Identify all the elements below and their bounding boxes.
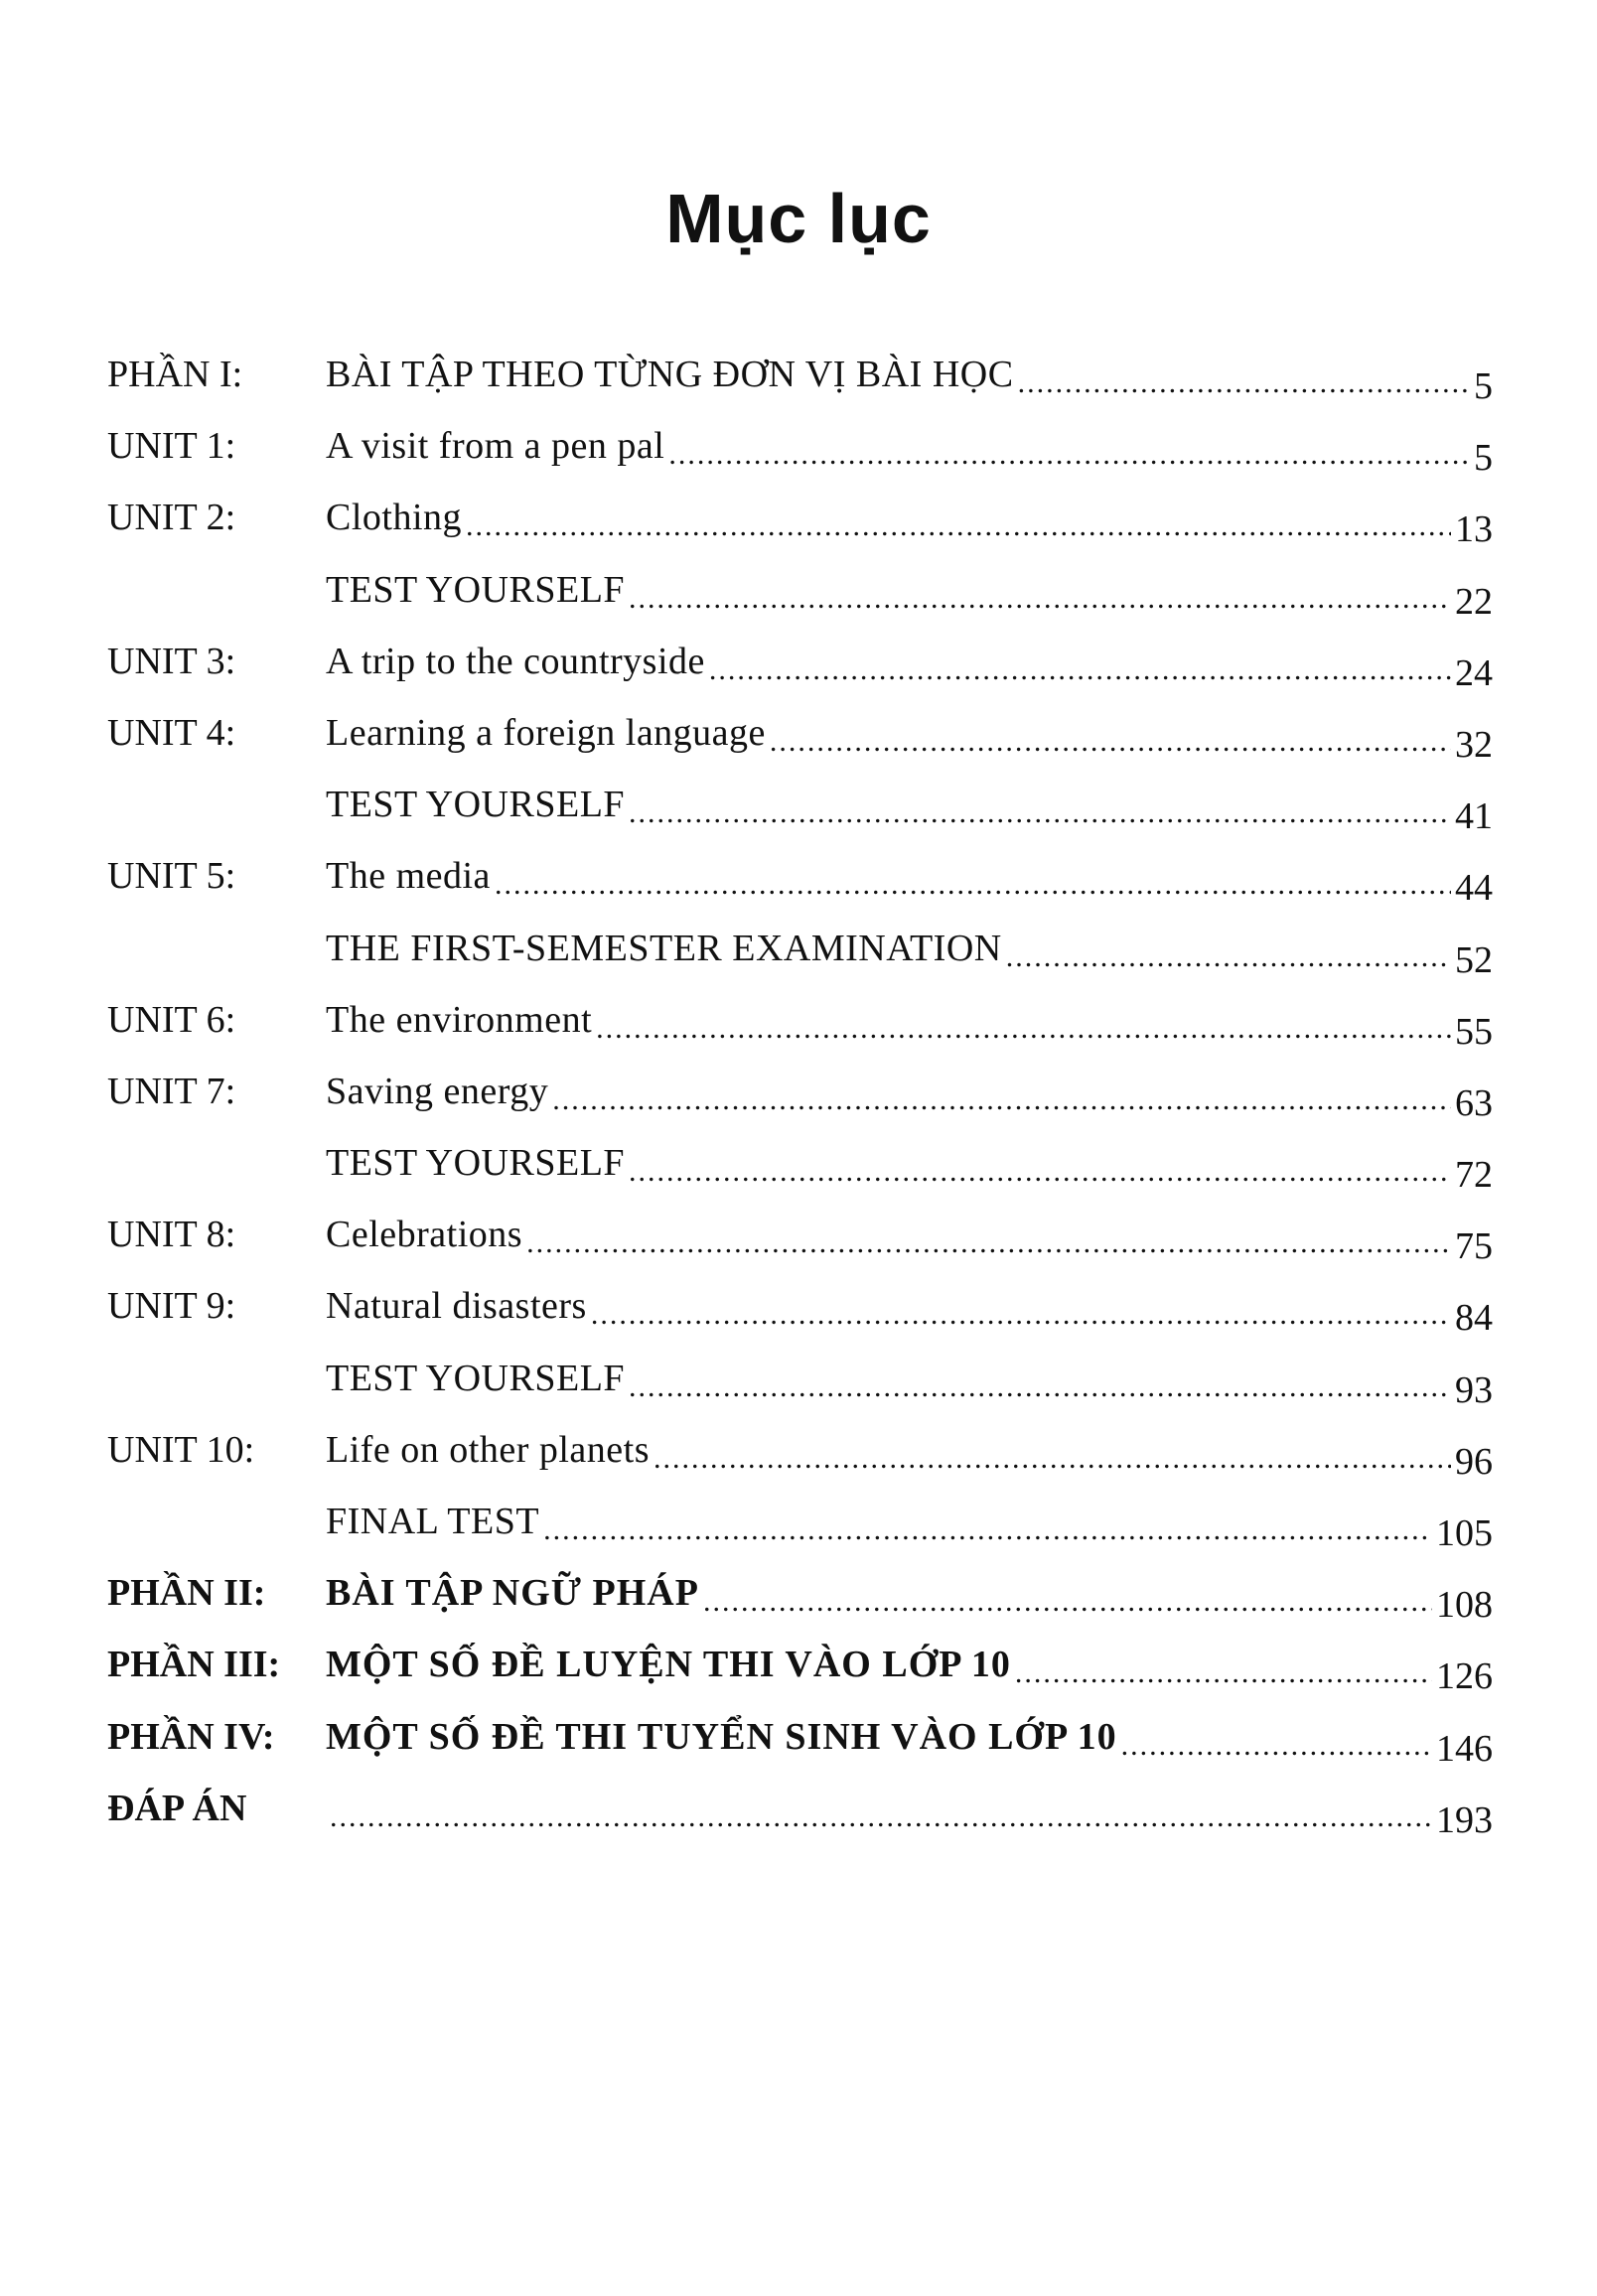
- toc-row-page-number: 52: [1455, 938, 1493, 981]
- toc-row-title: Clothing: [326, 497, 463, 539]
- toc-row-title: Natural disasters: [326, 1285, 587, 1328]
- toc-row-title: TEST YOURSELF: [326, 784, 626, 826]
- toc-row-page-number: 108: [1436, 1584, 1493, 1627]
- toc-row-label: UNIT 2:: [107, 497, 236, 539]
- toc-row-entry: [326, 924, 1493, 981]
- dot-leader: [591, 1290, 1451, 1340]
- toc-row-label: ĐÁP ÁN: [107, 1787, 247, 1829]
- toc-row-label: UNIT 9:: [107, 1285, 236, 1328]
- dot-leader: [495, 860, 1451, 910]
- toc-row: [107, 851, 1493, 923]
- toc-row: [107, 1712, 1493, 1784]
- toc-row-label: UNIT 8:: [107, 1214, 236, 1256]
- dot-leader: [703, 1577, 1432, 1627]
- toc-row-entry: [326, 1281, 1493, 1340]
- dot-leader: [543, 1506, 1432, 1555]
- toc-row-title: Saving energy: [326, 1070, 549, 1112]
- toc-row-title: MỘT SỐ ĐỀ THI TUYỂN SINH VÀO LỚP 10: [326, 1715, 1117, 1758]
- toc-row: [107, 350, 1493, 421]
- toc-row: [107, 1568, 1493, 1640]
- dot-leader: [330, 1793, 1432, 1842]
- toc-row-label: UNIT 4:: [107, 711, 236, 754]
- toc-row-entry: [326, 1067, 1493, 1124]
- toc-row-entry: [326, 421, 1493, 480]
- toc-row-label: UNIT 1:: [107, 425, 236, 468]
- page-title: Mục lục: [665, 180, 932, 257]
- toc-row: [107, 421, 1493, 493]
- dot-leader: [596, 1004, 1451, 1054]
- toc-row-page-number: 75: [1455, 1225, 1493, 1268]
- toc-row-title: BÀI TẬP NGỮ PHÁP: [326, 1572, 699, 1615]
- toc-row-entry: [326, 1354, 1493, 1411]
- toc-row-page-number: 55: [1455, 1010, 1493, 1053]
- toc-row-title: Life on other planets: [326, 1428, 651, 1471]
- toc-row-entry: [326, 1640, 1493, 1698]
- dot-leader: [629, 574, 1451, 624]
- toc-row: [107, 1497, 1493, 1568]
- toc-row-title: The media: [326, 855, 491, 898]
- toc-row-entry: [326, 637, 1493, 694]
- toc-row-entry: [326, 350, 1493, 407]
- toc-row-title: FINAL TEST: [326, 1501, 540, 1542]
- toc-row-page-number: 24: [1455, 651, 1493, 694]
- toc-row-title: A trip to the countryside: [326, 640, 705, 682]
- dot-leader: [653, 1434, 1451, 1484]
- toc-row-page-number: 32: [1455, 723, 1493, 766]
- toc-row-title: A visit from a pen pal: [326, 425, 665, 468]
- toc-row: [107, 1210, 1493, 1281]
- dot-leader: [1121, 1721, 1432, 1771]
- toc-row-entry: [326, 565, 1493, 623]
- toc-row-label: PHẦN II:: [107, 1572, 266, 1615]
- dot-leader: [629, 1147, 1451, 1197]
- toc-row: [107, 780, 1493, 851]
- toc-row: [107, 1784, 1493, 1855]
- toc-row: [107, 708, 1493, 780]
- toc-row: [107, 1281, 1493, 1353]
- toc-row-title: THE FIRST-SEMESTER EXAMINATION: [326, 927, 1002, 969]
- dot-leader: [709, 646, 1451, 695]
- toc-row-page-number: 126: [1436, 1655, 1493, 1698]
- toc-row: [107, 565, 1493, 637]
- toc-row: [107, 1354, 1493, 1425]
- toc-row-page-number: 5: [1474, 437, 1493, 480]
- toc-row-page-number: 93: [1455, 1368, 1493, 1411]
- toc-row-page-number: 13: [1455, 508, 1493, 551]
- toc-row-entry: [326, 708, 1493, 766]
- toc-row-title: BÀI TẬP THEO TỪNG ĐƠN VỊ BÀI HỌC: [326, 354, 1014, 395]
- toc-row: [107, 1138, 1493, 1210]
- toc-row-entry: [326, 493, 1493, 551]
- toc-row-label: PHẦN III:: [107, 1644, 281, 1686]
- toc-row-page-number: 105: [1436, 1512, 1493, 1554]
- toc-row: [107, 995, 1493, 1067]
- toc-row: [107, 1640, 1493, 1711]
- toc-row-title: Learning a foreign language: [326, 711, 766, 754]
- toc-row-entry: [326, 1425, 1493, 1483]
- toc-row-page-number: 146: [1436, 1727, 1493, 1770]
- dot-leader: [1018, 359, 1470, 408]
- toc-row-page-number: 44: [1455, 867, 1493, 910]
- toc-row-title: The environment: [326, 998, 593, 1041]
- toc-row-entry: [326, 1568, 1493, 1627]
- toc-row-entry: [326, 851, 1493, 910]
- toc-row: [107, 924, 1493, 995]
- toc-row: [107, 1425, 1493, 1497]
- toc-row-page-number: 96: [1455, 1440, 1493, 1483]
- toc-row-title: MỘT SỐ ĐỀ LUYỆN THI VÀO LỚP 10: [326, 1644, 1011, 1686]
- toc-row-entry: [326, 1138, 1493, 1197]
- dot-leader: [629, 789, 1451, 838]
- dot-leader: [526, 1219, 1451, 1268]
- toc-row-label: UNIT 7:: [107, 1070, 236, 1112]
- toc-row-title: TEST YOURSELF: [326, 1357, 626, 1399]
- dot-leader: [668, 430, 1470, 480]
- toc-row-page-number: 193: [1436, 1798, 1493, 1841]
- toc-row-page-number: 72: [1455, 1154, 1493, 1197]
- dot-leader: [770, 717, 1451, 767]
- toc-row-page-number: 22: [1455, 580, 1493, 623]
- toc-row-entry: [326, 995, 1493, 1053]
- toc-row-label: UNIT 3:: [107, 640, 236, 682]
- toc-row: [107, 1067, 1493, 1138]
- table-of-contents: [107, 350, 1493, 1855]
- toc-row-entry: [326, 780, 1493, 838]
- toc-row-label: UNIT 6:: [107, 998, 236, 1041]
- dot-leader: [629, 1363, 1451, 1412]
- toc-row-label: UNIT 5:: [107, 855, 236, 898]
- toc-row-page-number: 63: [1455, 1081, 1493, 1124]
- dot-leader: [1015, 1649, 1432, 1698]
- toc-row-label: PHẦN I:: [107, 354, 243, 395]
- dot-leader: [552, 1076, 1451, 1125]
- toc-row-entry: [326, 1210, 1493, 1268]
- dot-leader: [466, 502, 1451, 551]
- toc-row-label: PHẦN IV:: [107, 1715, 275, 1758]
- toc-row-page-number: 84: [1455, 1297, 1493, 1340]
- toc-row-page-number: 5: [1474, 365, 1493, 407]
- toc-row-label: UNIT 10:: [107, 1428, 255, 1471]
- toc-row-title: TEST YOURSELF: [326, 1142, 626, 1185]
- toc-row-page-number: 41: [1455, 795, 1493, 838]
- toc-row: [107, 637, 1493, 708]
- toc-row: [107, 493, 1493, 564]
- toc-row-entry: [326, 1497, 1493, 1554]
- toc-row-title: TEST YOURSELF: [326, 568, 626, 611]
- toc-row-title: Celebrations: [326, 1214, 523, 1256]
- toc-row-entry: [326, 1712, 1493, 1770]
- toc-row-entry: [326, 1784, 1493, 1841]
- dot-leader: [1006, 933, 1451, 982]
